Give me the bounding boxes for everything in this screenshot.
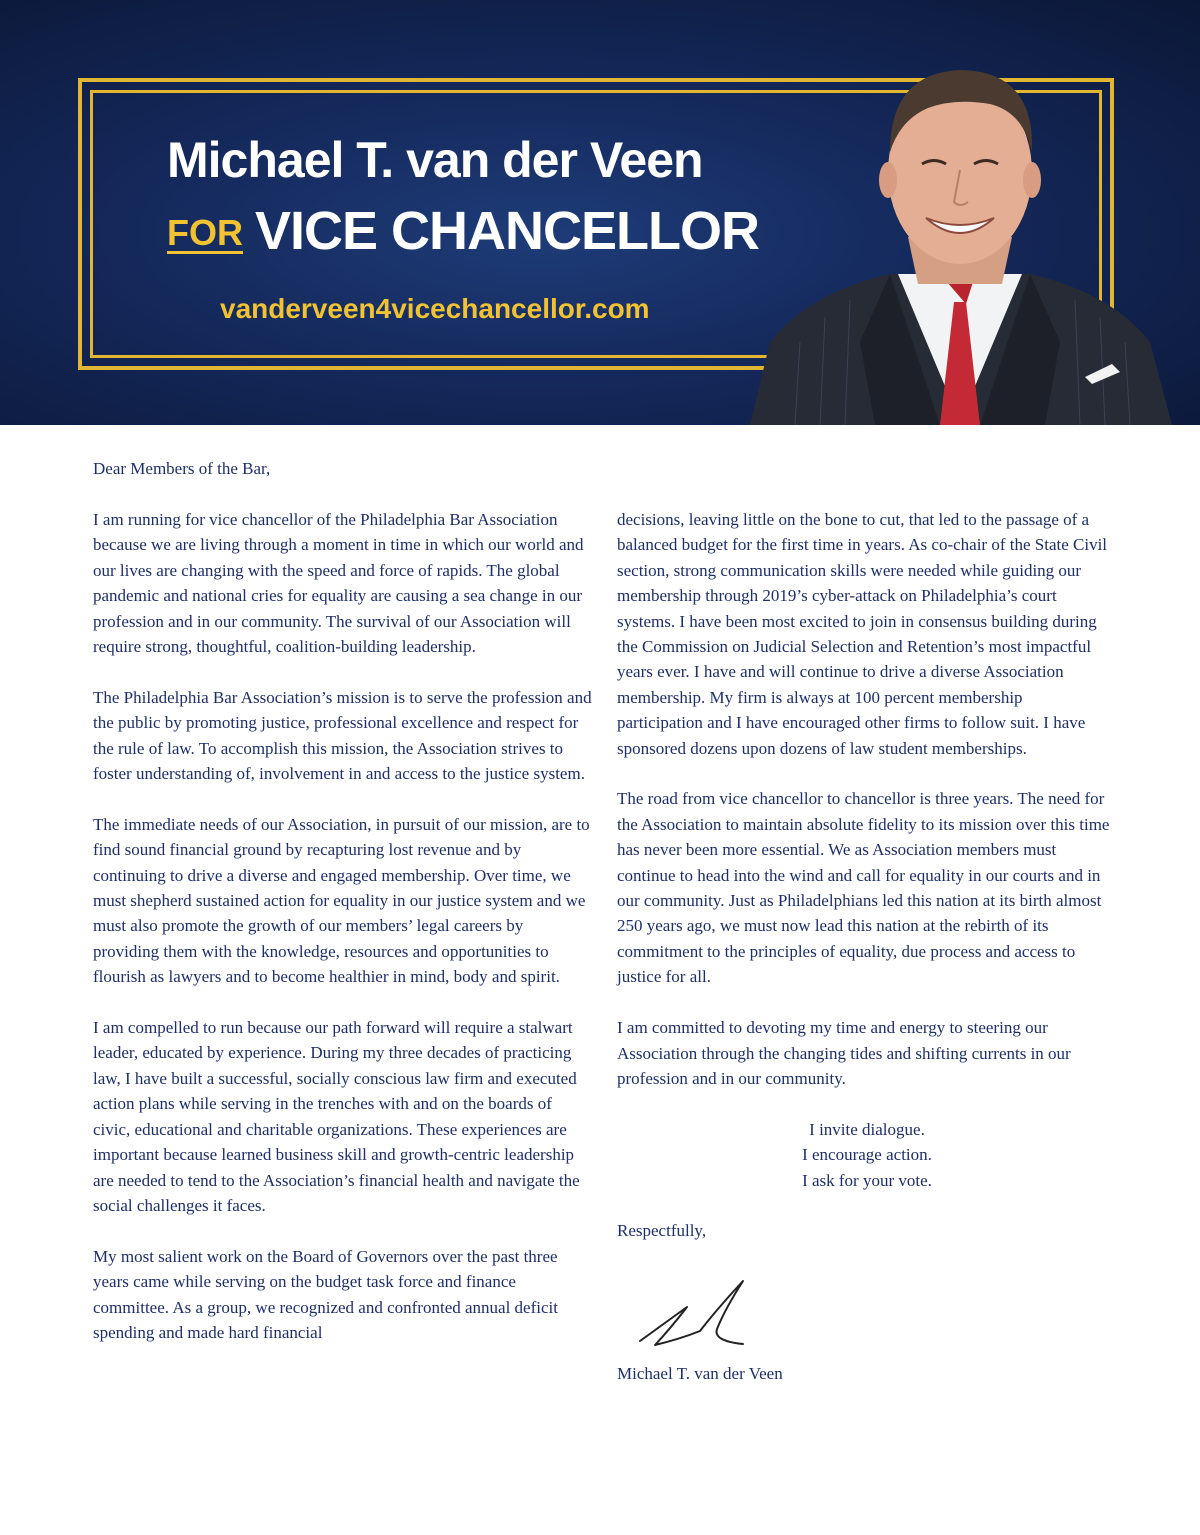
signature (625, 1269, 755, 1359)
header-banner (0, 0, 1200, 425)
paragraph: The Philadelphia Bar Association’s mission is to serve the profession and the public by promoting justice, professional excellence and respect for the rule of law. To accomplish this mission, the Association strives to foster understanding of, involvement in and access to the justice system. (93, 687, 592, 784)
for-label: FOR (167, 212, 243, 253)
closing-line: I encourage action. (802, 1145, 932, 1165)
campaign-website[interactable]: vanderveen4vicechancellor.com (220, 293, 650, 324)
office-heading (167, 200, 759, 264)
paragraph: The immediate needs of our Association, in pursuit of our mission, are to find sound financial ground by recapturing lost revenue and by continuing to drive a diverse and engaged membership. Over time, we must shepherd sustained action for equality in our justice system and we must also promote the growth of our members’ legal careers by providing them with the knowledge, resources and opportunities to flourish as lawyers and to become healthier in mind, body and spirit. (93, 814, 590, 987)
office-title: VICE CHANCELLOR (255, 201, 760, 261)
letter-body (0, 425, 1200, 1535)
paragraph: The road from vice chancellor to chancellor is three years. The need for the Association to maintain absolute fidelity to its mission over this time has never been more essential. We as Association members must continue to head into the wind and call for equality in our courts and in our community. Just as Philadelphians led this nation at its birth almost 250 years ago, we must now lead this nation at the rebirth of its commitment to the principles of equality, due process and access to justice for all. (617, 789, 1110, 987)
paragraph: I am running for vice chancellor of the Philadelphia Bar Association because we are living through a moment in time in which our world and our lives are changing with the speed and force of rapids. The global pandemic and national cries for equality are causing a sea change in our profession and in our community. The survival of our Association will require strong, thoughtful, coalition-building leadership. (93, 510, 584, 657)
signer-name: Michael T. van der Veen (617, 1364, 783, 1384)
salutation: Dear Members of the Bar, (93, 459, 271, 478)
paragraph: My most salient work on the Board of Governors over the past three years came while serving on the budget task force and finance committee. As a group, we recognized and confronted annual deficit spending and made hard financial (93, 1246, 558, 1342)
closing-lines (617, 1117, 1117, 1193)
signoff: Respectfully, (617, 1221, 707, 1241)
right-column (617, 507, 1112, 1412)
paragraph: I am committed to devoting my time and energy to steering our Association through the changing tides and shifting currents in our profession and in our community. (617, 1018, 1071, 1088)
paragraph: decisions, leaving little on the bone to cut, that led to the passage of a balanced budget for the first time in years. As co-chair of the State Civil section, strong communication skills were needed while guiding our membership through 2019’s cyber-attack on Philadelphia’s court systems. I have been most excited to join in consensus building during the Commission on Judicial Selection and Retention’s most impactful years ever. I have and will continue to drive a diverse Association membership. My firm is always at 100 percent membership participation and I have encouraged other firms to follow suit. I have sponsored dozens upon dozens of law student memberships. (617, 510, 1108, 758)
candidate-name: Michael T. van der Veen (167, 132, 703, 188)
closing-line: I invite dialogue. (809, 1119, 925, 1139)
closing-line: I ask for your vote. (802, 1170, 932, 1190)
left-column (93, 507, 593, 1371)
candidate-portrait (740, 42, 1180, 425)
paragraph: I am compelled to run because our path forward will require a stalwart leader, educated by experience. During my three decades of practicing law, I have built a successful, socially conscious law firm and executed action plans while serving in the trenches with and on the boards of civic, educational and charitable organizations. These experiences are important because learned business skill and growth-centric leadership are needed to tend to the Association’s financial health and navigate the social challenges it faces. (93, 1018, 580, 1215)
